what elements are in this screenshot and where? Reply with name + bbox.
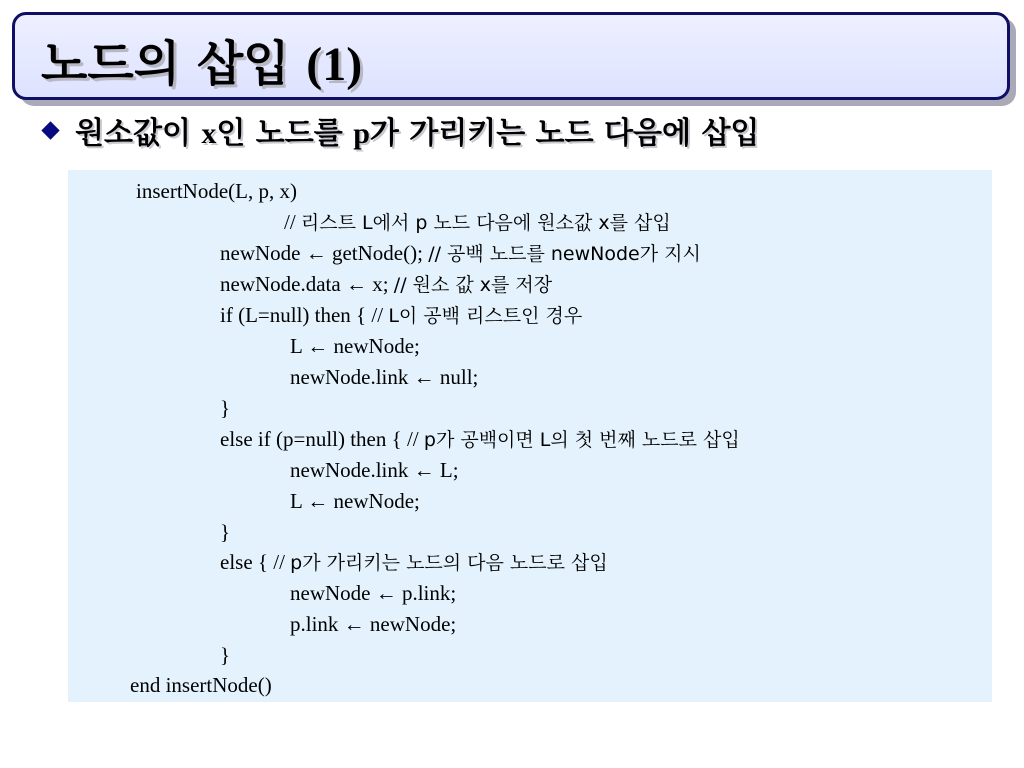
code-line: insertNode(L, p, x) (136, 179, 297, 203)
code-line: newNode.data ← x; // 원소 값 x를 저장 (220, 272, 553, 296)
bullet-text (75, 108, 759, 152)
bullet-var-x: x (201, 117, 217, 150)
bullet-text-part: 가 가리키는 노드 다음에 삽입 (369, 116, 760, 151)
code-line: } (220, 643, 231, 667)
code-line: // 리스트 L에서 p 노드 다음에 원소값 x를 삽입 (284, 210, 671, 234)
slide-title (41, 25, 362, 94)
code-line: } (220, 396, 231, 420)
code-line: } (220, 520, 231, 544)
diamond-bullet-icon (41, 121, 59, 139)
code-line: if (L=null) then { // L이 공백 리스트인 경우 (220, 303, 583, 327)
code-line: newNode.link ← null; (290, 365, 479, 389)
title-banner (12, 12, 1010, 100)
bullet-point (38, 108, 759, 152)
code-line: L ← newNode; (290, 489, 420, 513)
code-line: newNode ← p.link; (290, 581, 457, 605)
code-line: else { // p가 가리키는 노드의 다음 노드로 삽입 (220, 550, 608, 574)
code-line: newNode ← getNode(); // 공백 노드를 newNode가 지시 (220, 241, 701, 265)
code-line: end insertNode() (130, 673, 272, 697)
bullet-text-part: 원소값이 (75, 116, 202, 151)
code-line: p.link ← newNode; (290, 612, 457, 636)
title-number: (1) (306, 38, 363, 91)
code-line: else if (p=null) then { // p가 공백이면 L의 첫 번째 노드로 삽입 (220, 427, 740, 451)
title-korean: 노드의 삽입 (41, 36, 307, 92)
code-block (68, 170, 992, 702)
code-line: L ← newNode; (290, 334, 420, 358)
code-line: newNode.link ← L; (290, 458, 459, 482)
bullet-text-part: 인 노드를 (216, 116, 354, 151)
bullet-var-p: p (353, 117, 370, 150)
